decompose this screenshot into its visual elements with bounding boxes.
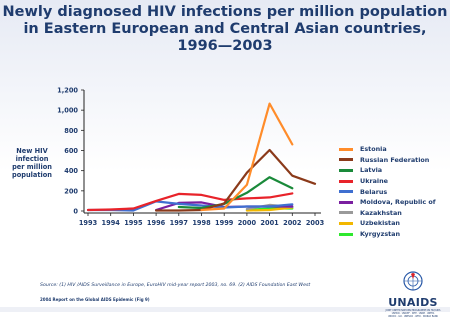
chart-legend (339, 144, 436, 239)
legend-item (339, 144, 436, 155)
chart-title-line: in Eastern European and Central Asian countries, (23, 21, 427, 37)
x-tick-label: 2003 (305, 219, 325, 227)
legend-label: Uzbekistan (360, 219, 400, 228)
legend-swatch (339, 169, 353, 172)
chart-title-line: Newly diagnosed HIV infections per million population (2, 4, 448, 20)
x-tick-label: 1993 (78, 219, 98, 227)
legend-swatch (339, 180, 353, 183)
legend-label: Russian Federation (360, 155, 430, 164)
x-tick-label: 1995 (124, 219, 143, 227)
un-emblem-icon (398, 270, 428, 292)
legend-swatch (339, 211, 353, 214)
x-tick-label: 2000 (237, 219, 257, 227)
y-tick-label: 400 (64, 167, 78, 176)
legend-label: Estonia (360, 145, 387, 154)
x-tick-label: 1996 (146, 219, 166, 227)
logo-subline: UNHCR · UNICEF · WFP · UNDP · UNFPA (391, 312, 435, 315)
legend-item (339, 229, 436, 240)
legend-item (339, 176, 436, 187)
x-tick-label: 2001 (260, 219, 279, 227)
y-axis-label-line: infection (15, 155, 49, 163)
legend-item (339, 197, 436, 208)
logo-subline: UNODC · ILO · UNESCO · WHO · WORLD BANK (388, 315, 438, 318)
legend-swatch (339, 233, 353, 236)
legend-label: Belarus (360, 187, 388, 196)
legend-swatch (339, 222, 353, 225)
x-tick-label: 1999 (215, 219, 234, 227)
y-tick-label: 600 (64, 147, 78, 155)
legend-swatch (339, 158, 353, 161)
y-axis-label-line: per million (12, 163, 52, 171)
series-line (156, 150, 315, 211)
x-tick-label: 1998 (192, 219, 211, 227)
legend-label: Moldova, Republic of (360, 198, 436, 207)
y-tick-label: 200 (64, 187, 78, 196)
y-tick-label: 1,200 (57, 86, 78, 95)
legend-item (339, 155, 436, 166)
report-caption: 2004 Report on the Global AIDS Epidemic (Fig 9) (40, 297, 150, 302)
y-axis-label-line: population (11, 171, 52, 179)
chart-title-line: 1996—2003 (177, 38, 273, 54)
x-tick-label: 1997 (169, 219, 188, 227)
y-tick-label: 1,000 (57, 106, 78, 115)
x-tick-label: 2002 (283, 219, 302, 227)
y-tick-label: 800 (64, 126, 78, 135)
y-axis-label-line: New HIV (16, 147, 48, 155)
legend-item (339, 218, 436, 229)
legend-item (339, 165, 436, 176)
legend-label: Ukraine (360, 177, 388, 186)
source-note: Source: (1) HIV /AIDS Surveillance in Europe, EuroHIV mid-year report 2003, no. 69. (2) AIDS Foundation East West (40, 283, 311, 288)
legend-item (339, 186, 436, 197)
y-tick-label: 0 (73, 207, 78, 216)
legend-swatch (339, 201, 353, 204)
unaids-logo (382, 270, 444, 318)
x-tick-label: 1994 (101, 219, 120, 227)
legend-swatch (339, 148, 353, 151)
legend-swatch (339, 190, 353, 193)
series-line (202, 104, 293, 210)
legend-label: Kazakhstan (360, 208, 402, 217)
logo-name: UNAIDS (388, 296, 438, 309)
legend-label: Latvia (360, 166, 383, 175)
logo-subline: JOINT UNITED NATIONS PROGRAMME ON HIV/AIDS (385, 309, 441, 312)
legend-label: Kyrgyzstan (360, 230, 401, 239)
legend-item (339, 208, 436, 219)
